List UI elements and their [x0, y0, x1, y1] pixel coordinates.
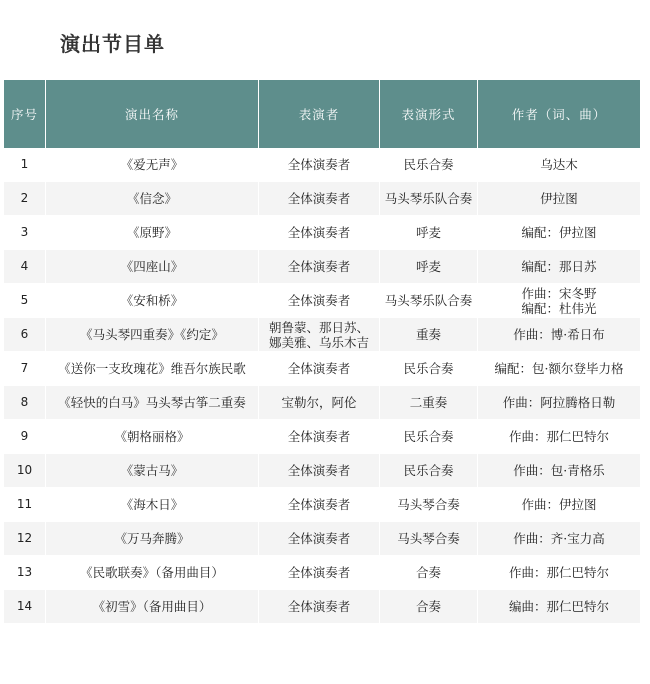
- header-author: 作者（词、曲）: [478, 80, 640, 148]
- cell-author-line: 作曲：那仁巴特尔: [508, 429, 609, 444]
- cell-performer-line: 全体演奏者: [287, 497, 351, 512]
- cell-performer: [259, 454, 380, 488]
- cell-program-name: 《蒙古马》: [46, 454, 259, 488]
- cell-author: [478, 148, 640, 182]
- page-title: 演出节目单: [60, 32, 165, 56]
- cell-form: 马头琴乐队合奏: [380, 284, 478, 318]
- table-row: [4, 488, 640, 522]
- cell-performer-line: 全体演奏者: [287, 361, 351, 376]
- cell-performer-line: 全体演奏者: [287, 191, 351, 206]
- cell-performer-line: 全体演奏者: [287, 293, 351, 308]
- cell-performer-line: 全体演奏者: [287, 259, 351, 274]
- cell-form: 民乐合奏: [380, 454, 478, 488]
- cell-author: [478, 590, 640, 624]
- header-program-name: 演出名称: [46, 80, 259, 148]
- table-row: [4, 522, 640, 556]
- cell-performer: [259, 488, 380, 522]
- table-row: [4, 148, 640, 182]
- table-row: [4, 454, 640, 488]
- cell-performer: [259, 522, 380, 556]
- cell-number: 3: [4, 216, 46, 250]
- cell-author: [478, 522, 640, 556]
- cell-performer-line: 全体演奏者: [287, 599, 351, 614]
- cell-performer: [259, 386, 380, 420]
- cell-performer: [259, 420, 380, 454]
- cell-performer: [259, 284, 380, 318]
- cell-author: [478, 454, 640, 488]
- cell-program-name: 《四座山》: [46, 250, 259, 284]
- cell-author-line: 作曲：宋冬野: [521, 285, 597, 301]
- cell-program-name: 《轻快的白马》马头琴古筝二重奏: [46, 386, 259, 420]
- cell-form: 马头琴合奏: [380, 488, 478, 522]
- cell-author-line: 编配：伊拉图: [521, 225, 597, 240]
- cell-author-line: 伊拉图: [540, 191, 578, 206]
- cell-number: 12: [4, 522, 46, 556]
- table-row: [4, 352, 640, 386]
- cell-number: 5: [4, 284, 46, 318]
- table-row: [4, 250, 640, 284]
- cell-number: 14: [4, 590, 46, 624]
- cell-author-line: 乌达木: [540, 157, 578, 172]
- cell-program-name: 《民歌联奏》（备用曲目）: [46, 556, 259, 590]
- cell-number: 11: [4, 488, 46, 522]
- table-row: [4, 590, 640, 624]
- cell-author-line: 作曲：那仁巴特尔: [508, 565, 609, 580]
- cell-author-line: 编配：杜伟光: [521, 300, 597, 316]
- cell-number: 9: [4, 420, 46, 454]
- table-row: [4, 386, 640, 420]
- cell-author: [478, 284, 640, 318]
- header-number: 序号: [4, 80, 46, 148]
- table-row: [4, 216, 640, 250]
- cell-author: [478, 420, 640, 454]
- table-header: [4, 80, 640, 148]
- cell-program-name: 《爱无声》: [46, 148, 259, 182]
- cell-author-line: 作曲：包·青格乐: [513, 463, 605, 478]
- header-form: 表演形式: [380, 80, 478, 148]
- cell-number: 4: [4, 250, 46, 284]
- cell-performer: [259, 318, 380, 352]
- cell-program-name: 《马头琴四重奏》《约定》: [46, 318, 259, 352]
- cell-author-line: 编配：那日苏: [521, 259, 597, 274]
- cell-form: 重奏: [380, 318, 478, 352]
- cell-form: 民乐合奏: [380, 148, 478, 182]
- cell-program-name: 《安和桥》: [46, 284, 259, 318]
- cell-performer-line: 宝勒尔，阿伦: [281, 395, 357, 410]
- cell-number: 13: [4, 556, 46, 590]
- cell-form: 民乐合奏: [380, 420, 478, 454]
- cell-author-line: 作曲：伊拉图: [521, 497, 597, 512]
- cell-form: 呼麦: [380, 250, 478, 284]
- program-table: [4, 80, 640, 624]
- header-performer: 表演者: [259, 80, 380, 148]
- cell-program-name: 《海木日》: [46, 488, 259, 522]
- cell-number: 10: [4, 454, 46, 488]
- cell-performer: [259, 216, 380, 250]
- cell-number: 7: [4, 352, 46, 386]
- cell-author: [478, 250, 640, 284]
- cell-performer-line: 全体演奏者: [287, 225, 351, 240]
- cell-form: 呼麦: [380, 216, 478, 250]
- cell-performer: [259, 352, 380, 386]
- cell-form: 二重奏: [380, 386, 478, 420]
- cell-performer: [259, 250, 380, 284]
- cell-program-name: 《原野》: [46, 216, 259, 250]
- cell-program-name: 《送你一支玫瑰花》维吾尔族民歌: [46, 352, 259, 386]
- cell-program-name: 《朝格丽格》: [46, 420, 259, 454]
- cell-number: 2: [4, 182, 46, 216]
- cell-performer-line: 全体演奏者: [287, 565, 351, 580]
- cell-author: [478, 318, 640, 352]
- table-row: [4, 420, 640, 454]
- cell-author: [478, 216, 640, 250]
- cell-performer-line: 全体演奏者: [287, 429, 351, 444]
- cell-performer: [259, 590, 380, 624]
- cell-author-line: 作曲：阿拉腾格日勒: [502, 395, 616, 410]
- cell-author-line: 编曲：那仁巴特尔: [508, 599, 609, 614]
- cell-form: 合奏: [380, 556, 478, 590]
- cell-form: 民乐合奏: [380, 352, 478, 386]
- table-row: [4, 318, 640, 352]
- cell-program-name: 《信念》: [46, 182, 259, 216]
- cell-number: 6: [4, 318, 46, 352]
- table-row: [4, 182, 640, 216]
- cell-performer: [259, 556, 380, 590]
- cell-author: [478, 488, 640, 522]
- cell-author: [478, 182, 640, 216]
- table-row: [4, 556, 640, 590]
- table-row: [4, 284, 640, 318]
- cell-program-name: 《初雪》（备用曲目）: [46, 590, 259, 624]
- cell-author: [478, 386, 640, 420]
- cell-performer: [259, 148, 380, 182]
- cell-form: 马头琴乐队合奏: [380, 182, 478, 216]
- cell-author-line: 作曲：齐·宝力高: [513, 531, 605, 546]
- cell-form: 合奏: [380, 590, 478, 624]
- cell-form: 马头琴合奏: [380, 522, 478, 556]
- cell-author: [478, 352, 640, 386]
- cell-number: 8: [4, 386, 46, 420]
- cell-performer-line: 全体演奏者: [287, 463, 351, 478]
- cell-performer-line: 娜美雅、乌乐木吉: [268, 334, 369, 350]
- cell-program-name: 《万马奔腾》: [46, 522, 259, 556]
- cell-performer-line: 全体演奏者: [287, 157, 351, 172]
- cell-author-line: 编配：包·额尔登毕力格: [494, 361, 624, 376]
- cell-author: [478, 556, 640, 590]
- cell-author-line: 作曲：博·希日布: [513, 327, 605, 342]
- cell-performer-line: 朝鲁蒙、那日苏、: [268, 319, 369, 335]
- cell-performer-line: 全体演奏者: [287, 531, 351, 546]
- cell-number: 1: [4, 148, 46, 182]
- cell-performer: [259, 182, 380, 216]
